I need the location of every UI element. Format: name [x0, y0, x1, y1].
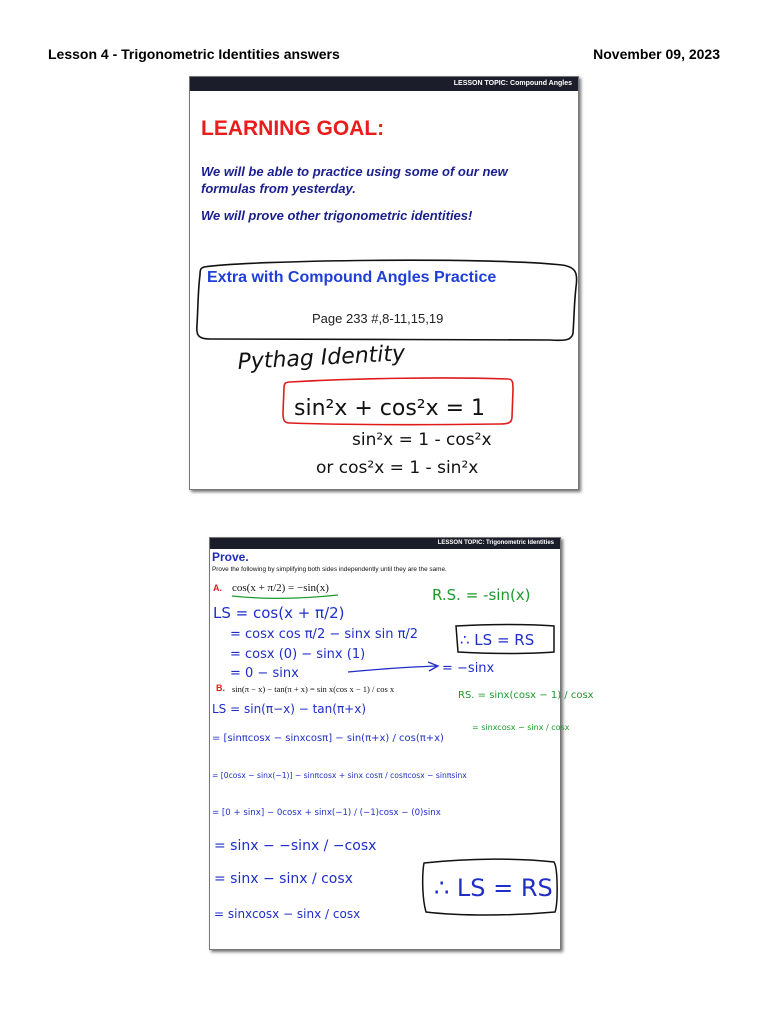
handwritten-notes	[190, 77, 578, 489]
page-title: Lesson 4 - Trigonometric Identities answers	[48, 46, 340, 62]
slide-trig-identities	[209, 537, 594, 950]
learning-goal-text-1: We will be able to practice using some of our new formulas from yesterday.	[201, 164, 508, 196]
hand-pythag-line-2: or cos²x = 1 - sin²x	[316, 458, 479, 478]
hand-pythag-identity: sin²x + cos²x = 1	[294, 396, 486, 421]
hand-pythag-heading: Pythag Identity	[237, 341, 406, 375]
hand-a-ls-1: LS = cos(x + π/2)	[213, 604, 345, 622]
hand-a-rs: R.S. = -sin(x)	[432, 586, 531, 604]
extra-practice-pages: Page 233 #,8-11,15,19	[312, 311, 444, 326]
page-date: November 09, 2023	[593, 46, 720, 62]
part-a-equation: cos(x + π/2) = −sin(x)	[232, 582, 329, 594]
hand-b-ls-1: LS = sin(π−x) − tan(π+x)	[212, 702, 367, 716]
slide-compound-angles	[189, 76, 579, 490]
hand-pythag-line-1: sin²x = 1 - cos²x	[352, 430, 492, 450]
lesson-topic-bar: LESSON TOPIC: Trigonometric Identities	[210, 538, 560, 549]
part-b-equation: sin(π − x) − tan(π + x) = sin x(cos x − 1) / cos x	[232, 684, 395, 694]
hand-a-underline	[232, 595, 338, 598]
hand-a-ls-2: = cosx cos π/2 − sinx sin π/2	[230, 627, 419, 642]
hand-a-ls-3: = cosx (0) − sinx (1)	[230, 647, 366, 662]
handwritten-work	[210, 538, 594, 949]
hand-b-ls-4: = [0 + sinx] − 0cosx + sinx(−1) / (−1)cosx − (0)sinx	[212, 808, 441, 818]
hand-b-ls-3: = [0cosx − sinx(−1)] − sinπcosx + sinx cosπ / cosπcosx − sinπsinx	[212, 771, 467, 780]
prove-title: Prove.	[212, 550, 249, 564]
hand-a-ls-4: = 0 − sinx	[230, 666, 299, 681]
hand-a-arrow	[348, 662, 438, 672]
learning-goal-text-2: We will prove other trigonometric identities!	[201, 208, 473, 223]
lesson-topic-bar: LESSON TOPIC: Compound Angles	[190, 77, 578, 91]
part-a-label: A.	[213, 583, 222, 593]
hand-a-conclusion: ∴ LS = RS	[460, 631, 535, 649]
hand-b-ls-7: = sinxcosx − sinx / cosx	[214, 907, 361, 921]
part-b-label: B.	[216, 683, 225, 693]
hand-b-conclusion: ∴ LS = RS	[434, 874, 553, 902]
hand-a-arrow-result: = −sinx	[442, 661, 495, 676]
hand-b-rs-2: = sinxcosx − sinx / cosx	[472, 723, 570, 732]
page-header	[48, 46, 720, 66]
prove-instruction: Prove the following by simplifying both sides independently until they are the same.	[212, 566, 447, 573]
learning-goal-title: LEARNING GOAL:	[201, 117, 385, 140]
hand-b-ls-2: = [sinπcosx − sinxcosπ] − sin(π+x) / cos(π+x)	[212, 733, 444, 744]
practice-box-outline	[197, 260, 577, 340]
hand-b-rs-1: RS. = sinx(cosx − 1) / cosx	[458, 690, 594, 701]
hand-b-ls-5: = sinx − −sinx / −cosx	[214, 838, 377, 854]
extra-practice-title: Extra with Compound Angles Practice	[207, 269, 497, 286]
hand-b-ls-6: = sinx − sinx / cosx	[214, 871, 353, 887]
